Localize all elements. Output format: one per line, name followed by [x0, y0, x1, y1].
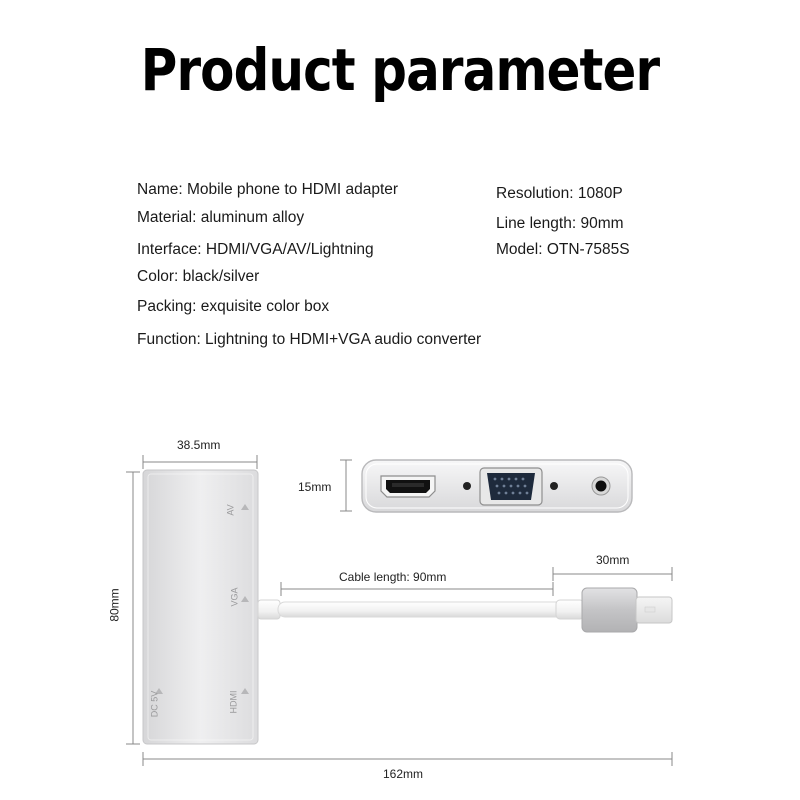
- dim-label-total: 162mm: [383, 767, 424, 781]
- audio-jack-icon: [592, 477, 610, 495]
- hdmi-port-icon: [381, 476, 435, 497]
- spec-name: Name: Mobile phone to HDMI adapter: [137, 181, 399, 198]
- total-dimension-line: [143, 752, 672, 766]
- cable-dimension-line: [281, 582, 553, 596]
- screw-hole-left-icon: [463, 482, 471, 490]
- spec-line-length: Line length: 90mm: [496, 215, 624, 232]
- plug-dimension-line: [553, 567, 672, 581]
- dim-label-width: 38.5mm: [177, 438, 221, 452]
- dim-label-plug: 30mm: [596, 553, 630, 567]
- vga-port-icon: [480, 468, 542, 505]
- dim-label-cable: Cable length: 90mm: [339, 570, 447, 584]
- port-label-vga: VGA: [229, 587, 240, 607]
- cable: [258, 600, 584, 619]
- port-label-hdmi: HDMI: [228, 690, 239, 714]
- screw-hole-right-icon: [550, 482, 558, 490]
- spec-function: Function: Lightning to HDMI+VGA audio converter: [137, 331, 482, 348]
- lightning-plug: [582, 588, 672, 632]
- port-label-av: AV: [225, 504, 236, 516]
- dim-label-thickness: 15mm: [298, 480, 332, 494]
- dim-label-height: 80mm: [107, 588, 122, 622]
- height-dimension-line: [126, 472, 140, 744]
- page-title: Product parameter: [140, 36, 660, 104]
- width-dimension-line: [143, 455, 257, 469]
- spec-interface: Interface: HDMI/VGA/AV/Lightning: [137, 241, 374, 258]
- port-label-dc: DC 5V: [149, 690, 160, 718]
- spec-material: Material: aluminum alloy: [137, 209, 305, 226]
- spec-packing: Packing: exquisite color box: [137, 298, 330, 315]
- spec-color: Color: black/silver: [137, 268, 260, 285]
- spec-resolution: Resolution: 1080P: [496, 185, 623, 202]
- thickness-dimension-line: [340, 460, 352, 511]
- spec-model: Model: OTN-7585S: [496, 241, 630, 258]
- adapter-body: [143, 470, 258, 744]
